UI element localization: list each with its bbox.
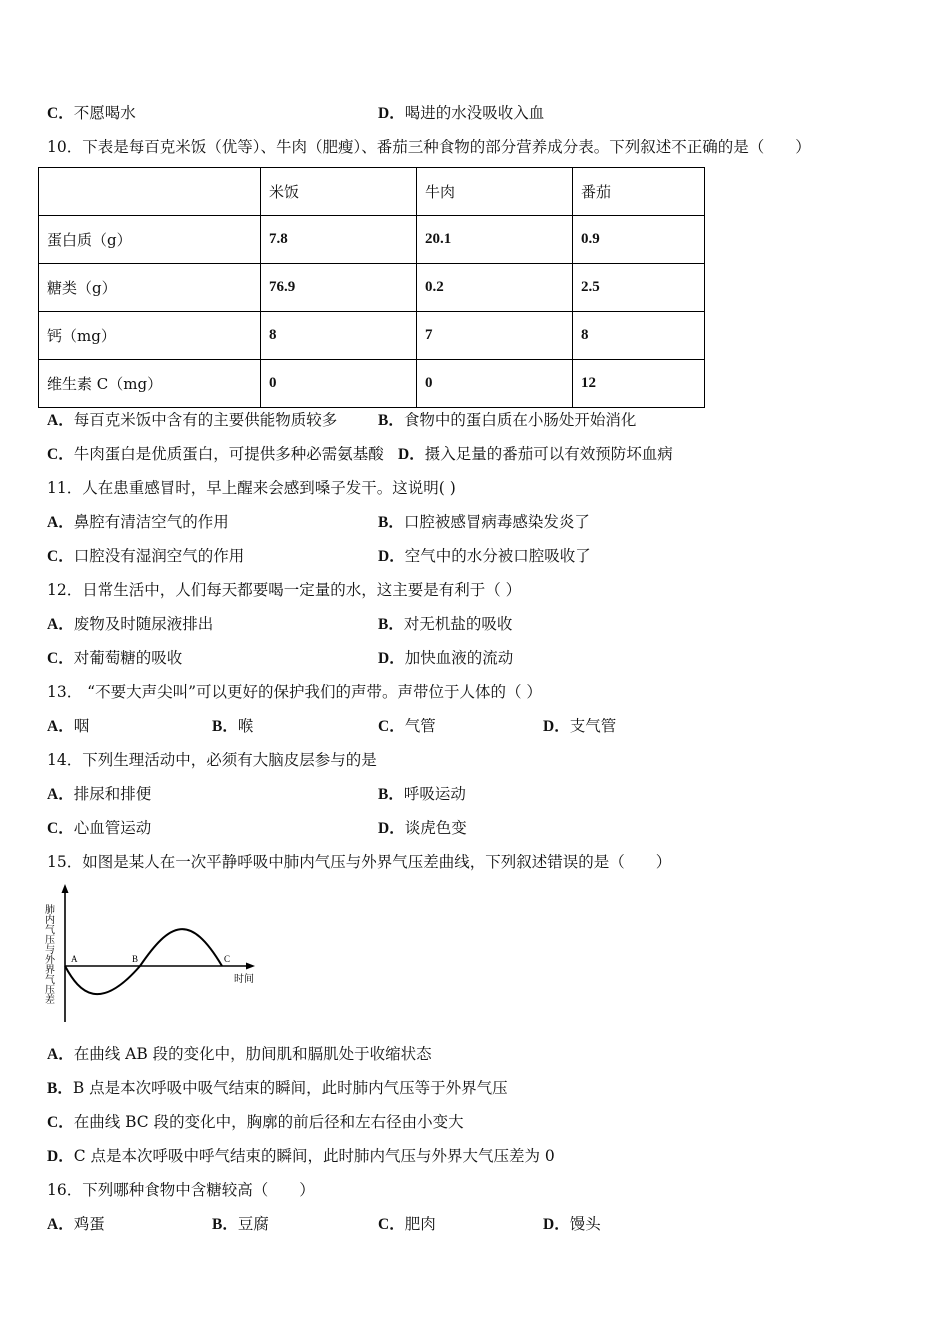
y-axis-arrow [62,884,69,893]
nutrition-table [38,167,705,408]
point-label-a: A [71,954,78,964]
q14-stem: 14．下列生理活动中，必须有大脑皮层参与的是 [47,751,377,769]
q12-stem: 12．日常生活中，人们每天都要喝一定量的水，这主要是有利于（ ） [47,581,522,599]
table-cell: 0 [417,360,573,408]
table-cell: 12 [573,360,705,408]
q16-option-c: C．肥肉 [378,1215,436,1233]
table-cell: 蛋白质（g） [39,216,261,264]
q13-option-a: A．咽 [47,717,90,735]
q15-option-a: A．在曲线 AB 段的变化中，肋间肌和膈肌处于收缩状态 [47,1045,432,1063]
table-cell: 维生素 C（mg） [39,360,261,408]
x-axis-label: 时间 [234,974,254,985]
q13-option-b: B．喉 [212,717,254,735]
q10-option-c: C．牛肉蛋白是优质蛋白，可提供多种必需氨基酸 [47,445,384,463]
q11-option-c: C．口腔没有湿润空气的作用 [47,547,245,565]
q14-option-d: D．谈虎色变 [378,819,467,837]
q16-stem: 16．下列哪种食物中含糖较高（ ） [47,1181,315,1199]
table-header-cell: 米饭 [261,168,417,216]
q10-option-d: D．摄入足量的番茄可以有效预防坏血病 [398,445,673,463]
q11-option-a: A．鼻腔有清洁空气的作用 [47,513,229,531]
q14-option-c: C．心血管运动 [47,819,152,837]
table-header-cell: 番茄 [573,168,705,216]
q9-option-d: D．喝进的水没吸收入血 [378,104,545,122]
table-header-cell: 牛肉 [417,168,573,216]
table-header-cell [39,168,261,216]
q10-stem: 10．下表是每百克米饭（优等）、牛肉（肥瘦）、番茄三种食物的部分营养成分表。下列叙述不正确的是（ ） [47,138,811,156]
q14-option-b: B．呼吸运动 [378,785,466,803]
q12-option-a: A．废物及时随尿液排出 [47,615,214,633]
point-label-c: C [224,954,231,964]
table-row [39,312,705,360]
q12-option-d: D．加快血液的流动 [378,649,514,667]
table-row [39,264,705,312]
table-cell: 8 [573,312,705,360]
table-cell: 20.1 [417,216,573,264]
table-cell: 7 [417,312,573,360]
table-cell: 糖类（g） [39,264,261,312]
table-cell: 8 [261,312,417,360]
q15-option-b: B．B 点是本次呼吸中吸气结束的瞬间，此时肺内气压等于外界气压 [47,1079,508,1097]
q16-option-b: B．豆腐 [212,1215,269,1233]
q15-option-c: C．在曲线 BC 段的变化中，胸廓的前后径和左右径由小变大 [47,1113,464,1131]
pressure-curve [65,929,222,994]
q16-option-d: D．馒头 [543,1215,601,1233]
table-cell: 0.9 [573,216,705,264]
q11-stem: 11．人在患重感冒时，早上醒来会感到嗓子发干。这说明( ) [47,479,456,497]
table-cell: 7.8 [261,216,417,264]
table-row [39,216,705,264]
table-cell: 76.9 [261,264,417,312]
q15-option-d: D．C 点是本次呼吸中呼气结束的瞬间，此时肺内气压与外界大气压差为 0 [47,1147,555,1165]
table-header-row [39,168,705,216]
y-axis-label: 肺内气压与外界气压差 [42,904,54,1004]
q11-option-b: B．口腔被感冒病毒感染发炎了 [378,513,590,531]
q12-option-b: B．对无机盐的吸收 [378,615,513,633]
x-axis-arrow [246,963,255,970]
q15-stem: 15．如图是某人在一次平静呼吸中肺内气压与外界气压差曲线，下列叙述错误的是（ ） [47,853,672,871]
q9-option-c: C．不愿喝水 [47,104,136,122]
q10-option-b: B．食物中的蛋白质在小肠处开始消化 [378,411,637,429]
table-cell: 0 [261,360,417,408]
pressure-difference-chart [40,882,270,1030]
table-row [39,360,705,408]
q11-option-d: D．空气中的水分被口腔吸收了 [378,547,591,565]
q16-option-a: A．鸡蛋 [47,1215,105,1233]
table-cell: 2.5 [573,264,705,312]
table-cell: 钙（mg） [39,312,261,360]
q12-option-c: C．对葡萄糖的吸收 [47,649,183,667]
q13-option-c: C．气管 [378,717,436,735]
q13-stem: 13． “不要大声尖叫”可以更好的保护我们的声带。声带位于人体的（ ） [47,683,542,701]
point-label-b: B [132,954,139,964]
table-cell: 0.2 [417,264,573,312]
q14-option-a: A．排尿和排便 [47,785,152,803]
q10-option-a: A．每百克米饭中含有的主要供能物质较多 [47,411,338,429]
q13-option-d: D．支气管 [543,717,617,735]
